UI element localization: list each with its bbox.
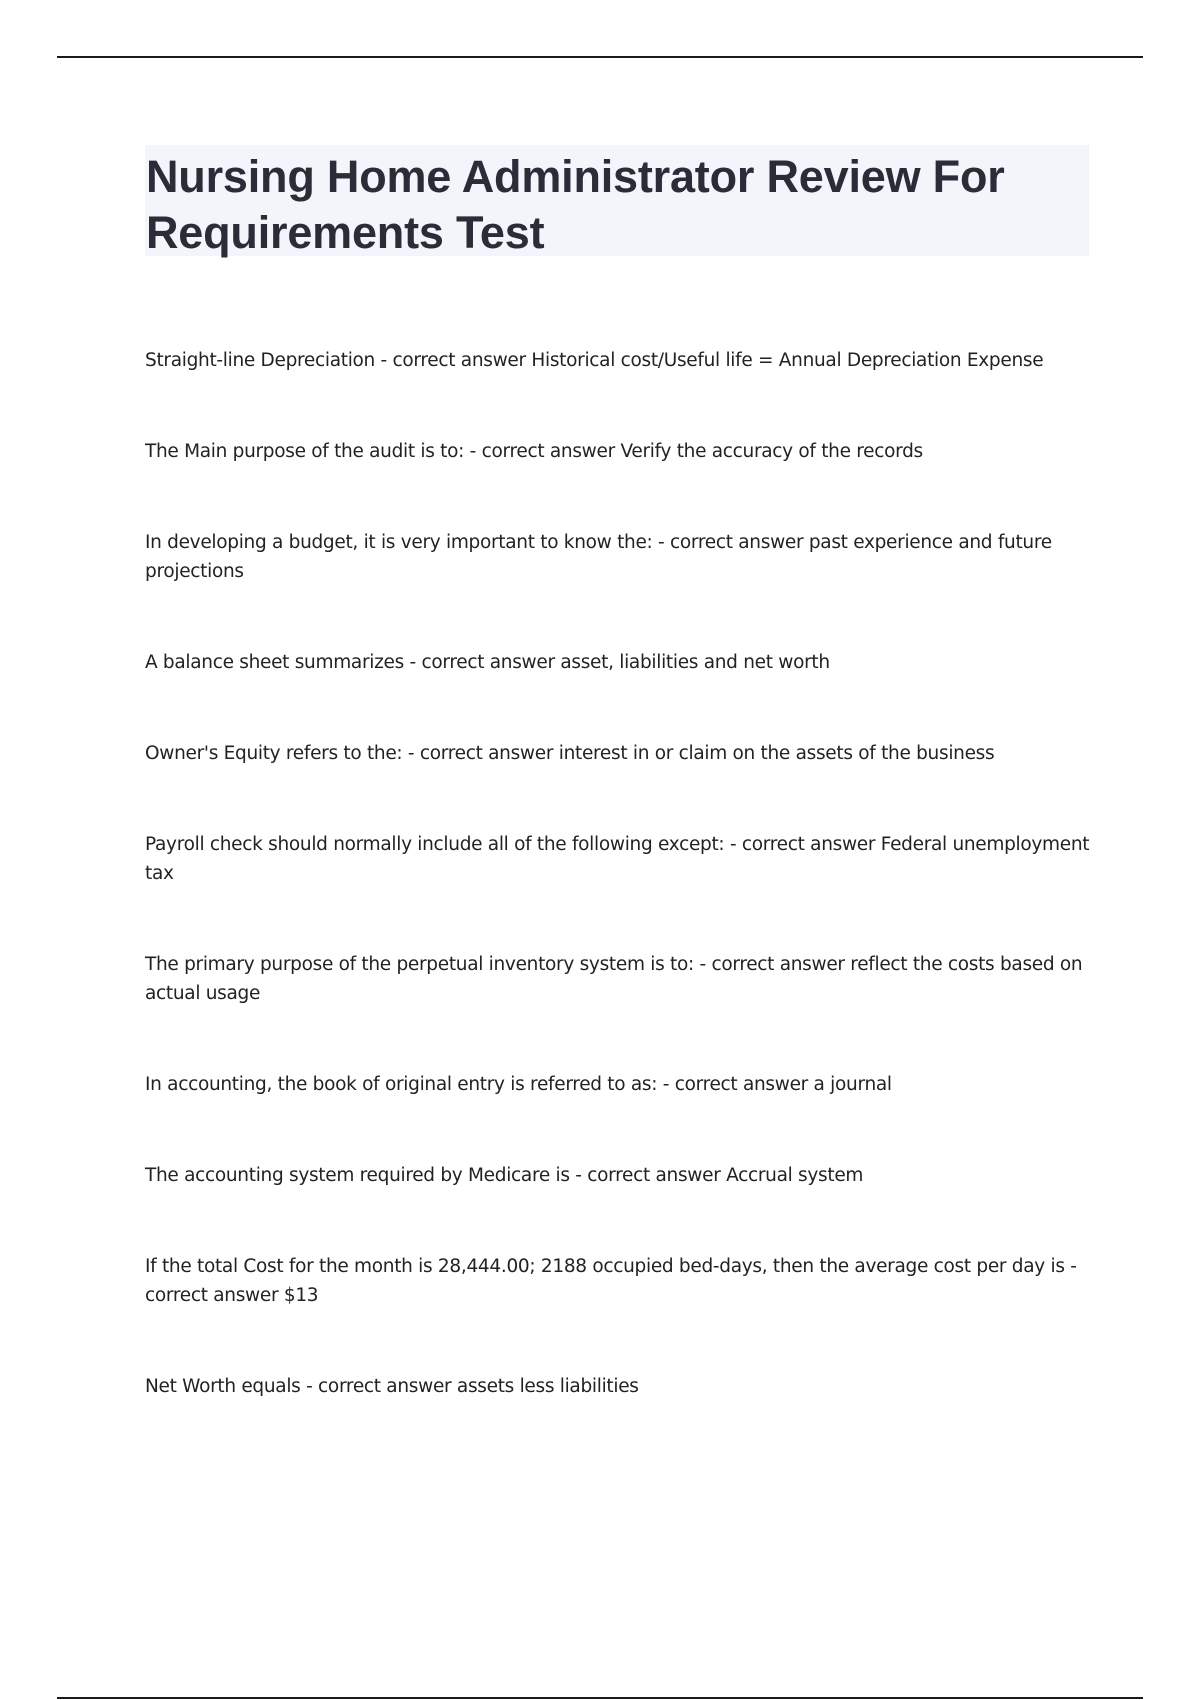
header-rule (57, 56, 1143, 58)
qa-item: Payroll check should normally include all of the following except: - correct answer Federal unemployment tax (145, 834, 1090, 884)
title-banner (145, 145, 1089, 256)
qa-item: If the total Cost for the month is 28,444.00; 2188 occupied bed-days, then the average cost per day is - correct answer $13 (145, 1256, 1077, 1306)
qa-item: The Main purpose of the audit is to: - correct answer Verify the accuracy of the records (145, 441, 923, 462)
qa-list (145, 346, 1095, 1463)
qa-item: Straight-line Depreciation - correct answer Historical cost/Useful life = Annual Depreciation Expense (145, 350, 1044, 371)
qa-item: Owner's Equity refers to the: - correct answer interest in or claim on the assets of the business (145, 743, 995, 764)
qa-item: Net Worth equals - correct answer assets less liabilities (145, 1376, 639, 1397)
document-title: Nursing Home Administrator Review For Requirements Test (146, 151, 1005, 258)
qa-item: In developing a budget, it is very important to know the: - correct answer past experience and future projections (145, 532, 1052, 582)
qa-item: The primary purpose of the perpetual inventory system is to: - correct answer reflect the costs based on actual usage (145, 954, 1083, 1004)
qa-item: A balance sheet summarizes - correct answer asset, liabilities and net worth (145, 652, 830, 673)
qa-item: The accounting system required by Medicare is - correct answer Accrual system (145, 1165, 864, 1186)
qa-item: In accounting, the book of original entry is referred to as: - correct answer a journal (145, 1074, 892, 1095)
footer-rule (57, 1697, 1143, 1699)
